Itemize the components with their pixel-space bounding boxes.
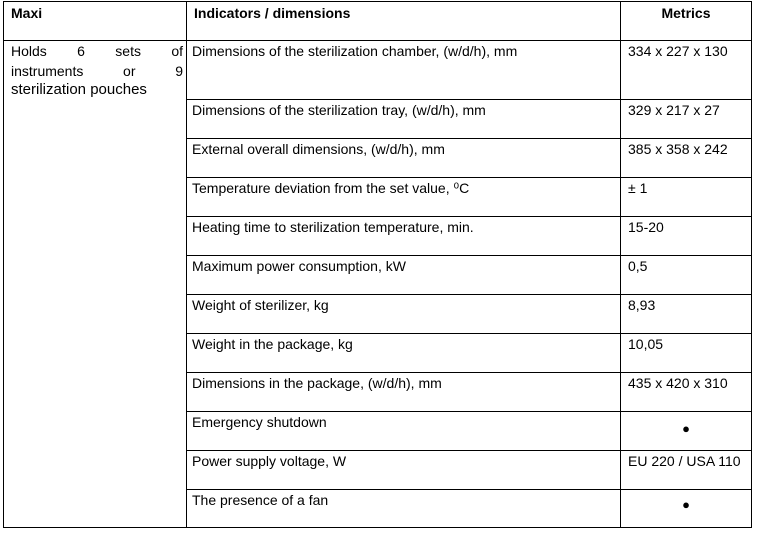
header-metrics [621, 2, 752, 41]
metric-cell: 10,05 [621, 334, 752, 373]
indicator-cell: The presence of a fan [187, 490, 621, 528]
table-row [4, 41, 752, 100]
description-line-1: Holds 6 sets of [11, 43, 183, 59]
header-indicators [187, 2, 621, 41]
metric-cell: 8,93 [621, 295, 752, 334]
header-row [4, 2, 752, 41]
model-description-cell [4, 41, 187, 528]
metric-cell: 334 x 227 x 130 [621, 41, 752, 100]
metric-cell [621, 412, 752, 451]
indicator-cell: Dimensions in the package, (w/d/h), mm [187, 373, 621, 412]
metric-cell: EU 220 / USA 110 [621, 451, 752, 490]
bullet-icon: ● [682, 497, 690, 512]
indicator-cell: Temperature deviation from the set value, ⁰C [187, 178, 621, 217]
metric-cell: ± 1 [621, 178, 752, 217]
specifications-table [3, 1, 752, 528]
indicator-cell: Emergency shutdown [187, 412, 621, 451]
metric-cell: 385 x 358 x 242 [621, 139, 752, 178]
metric-cell [621, 490, 752, 528]
indicator-cell: Power supply voltage, W [187, 451, 621, 490]
metric-cell: 15-20 [621, 217, 752, 256]
indicator-cell: Maximum power consumption, kW [187, 256, 621, 295]
indicator-cell: Weight of sterilizer, kg [187, 295, 621, 334]
metric-cell: 435 x 420 x 310 [621, 373, 752, 412]
header-indicators-label: Indicators / dimensions [194, 5, 351, 21]
indicator-cell: Weight in the package, kg [187, 334, 621, 373]
header-model [4, 2, 187, 41]
indicator-cell: Dimensions of the sterilization chamber, (w/d/h), mm [187, 41, 621, 100]
header-model-label: Maxi [11, 5, 43, 21]
description-line-3: sterilization pouches [11, 81, 147, 98]
model-description [4, 41, 186, 100]
indicator-cell: External overall dimensions, (w/d/h), mm [187, 139, 621, 178]
metric-cell: 329 x 217 x 27 [621, 100, 752, 139]
bullet-icon: ● [682, 421, 690, 436]
indicator-cell: Dimensions of the sterilization tray, (w/d/h), mm [187, 100, 621, 139]
indicator-cell: Heating time to sterilization temperature, min. [187, 217, 621, 256]
description-line-2: instruments or 9 [11, 63, 183, 79]
metric-cell: 0,5 [621, 256, 752, 295]
header-metrics-label: Metrics [661, 5, 711, 21]
